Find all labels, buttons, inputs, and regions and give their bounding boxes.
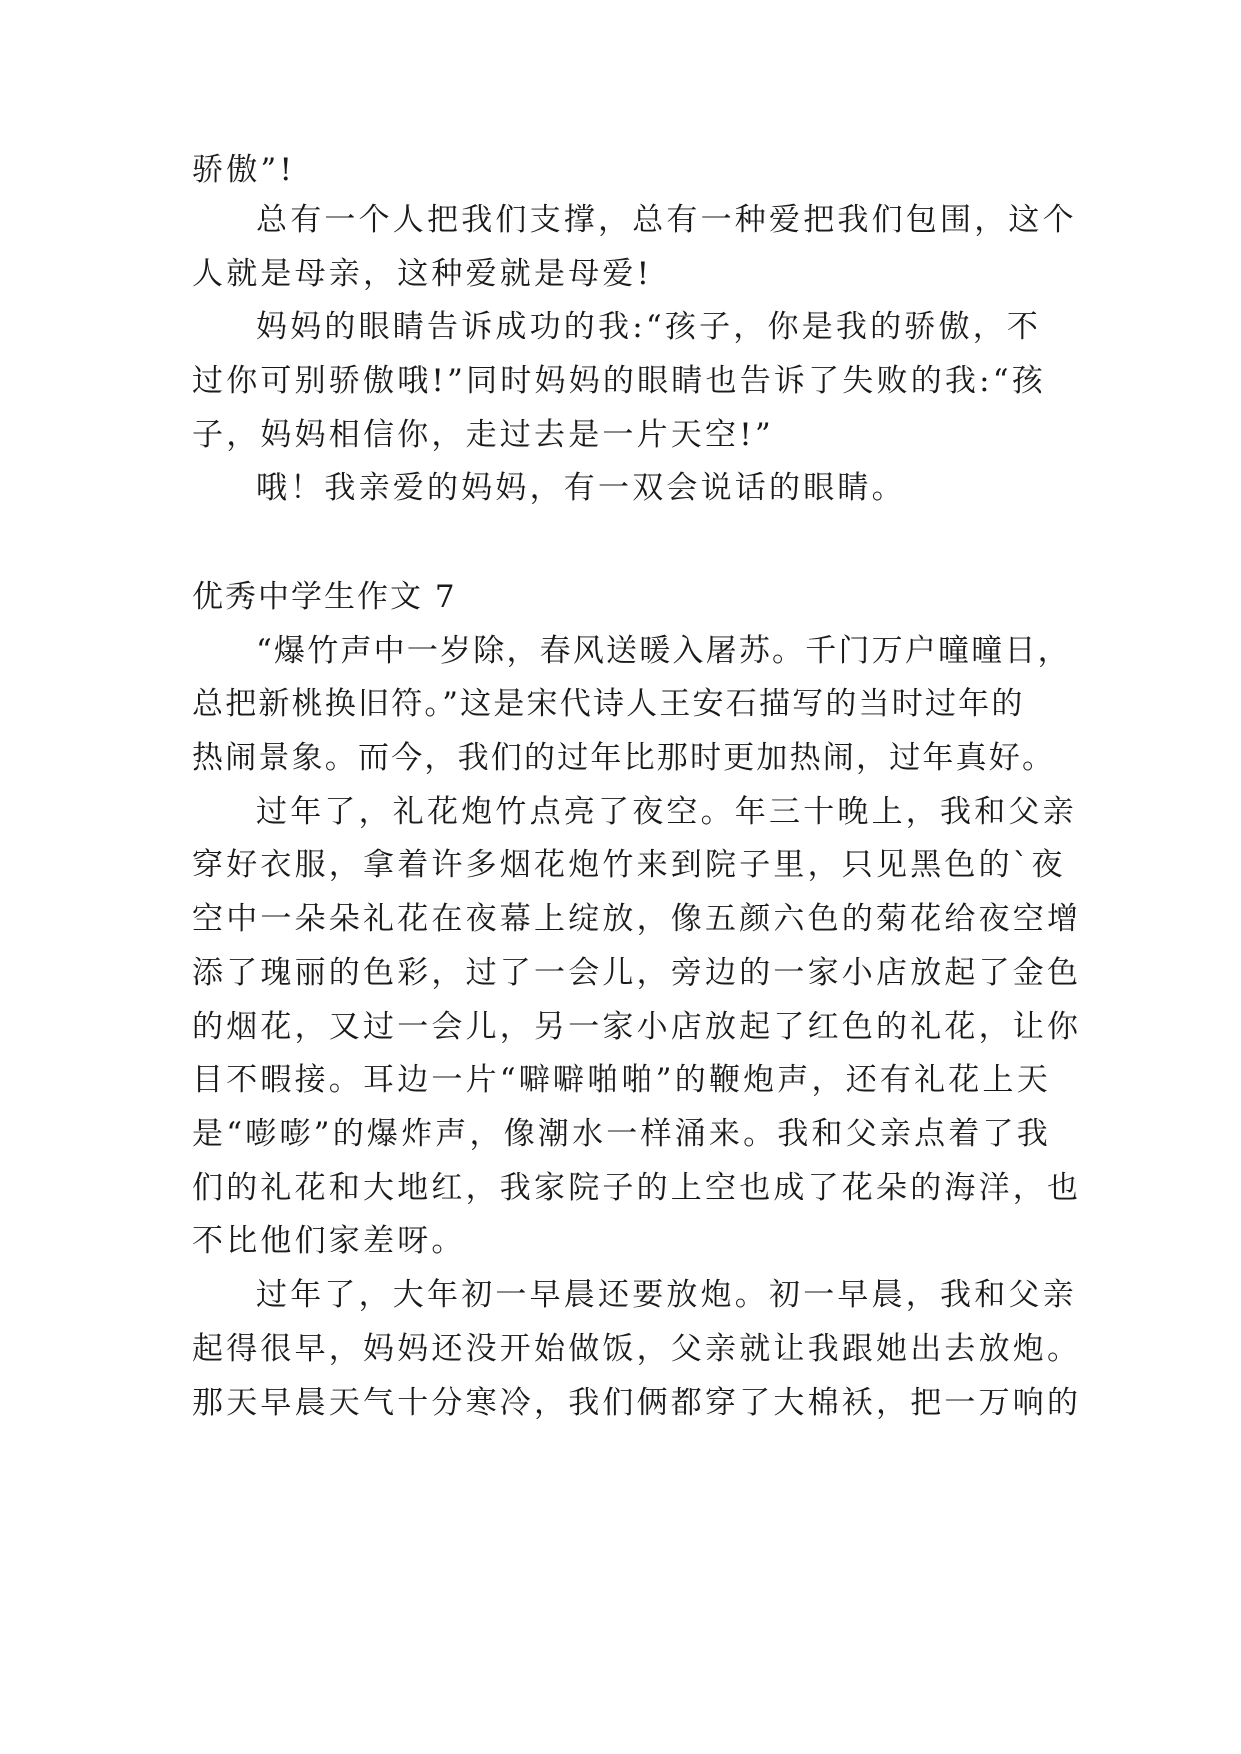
paragraph-line: 穿好衣服，拿着许多烟花炮竹来到院子里，只见黑色的`夜 bbox=[192, 847, 1066, 883]
paragraph-line: 过你可别骄傲哦!”同时妈妈的眼睛也告诉了失败的我:“孩 bbox=[192, 363, 1046, 399]
paragraph-line: 总有一个人把我们支撑，总有一种爱把我们包围，这个 bbox=[256, 202, 1077, 238]
paragraph-line: 热闹景象。而今，我们的过年比那时更加热闹，过年真好。 bbox=[192, 740, 1056, 776]
paragraph-line: 是“嘭嘭”的爆炸声，像潮水一样涌来。我和父亲点着了我 bbox=[192, 1116, 1051, 1152]
paragraph-line: 空中一朵朵礼花在夜幕上绽放，像五颜六色的菊花给夜空增 bbox=[192, 901, 1082, 937]
paragraph-line: 过年了，大年初一早晨还要放炮。初一早晨，我和父亲 bbox=[256, 1277, 1077, 1313]
essay-heading: 优秀中学生作文 7 bbox=[192, 579, 457, 615]
paragraph-line: 妈妈的眼睛告诉成功的我:“孩子，你是我的骄傲，不 bbox=[256, 309, 1042, 345]
paragraph-line: 总把新桃换旧符。”这是宋代诗人王安石描写的当时过年的 bbox=[192, 686, 1025, 722]
paragraph-line: “爆竹声中一岁除，春风送暖入屠苏。千门万户曈曈日， bbox=[256, 633, 1071, 669]
paragraph-line: 不比他们家差呀。 bbox=[192, 1223, 466, 1259]
paragraph-line: 们的礼花和大地红，我家院子的上空也成了花朵的海洋，也 bbox=[192, 1170, 1082, 1206]
paragraph-line: 人就是母亲，这种爱就是母爱! bbox=[192, 256, 653, 292]
paragraph-line: 目不暇接。耳边一片“噼噼啪啪”的鞭炮声，还有礼花上天 bbox=[192, 1062, 1051, 1098]
paragraph-line: 那天早晨天气十分寒冷，我们俩都穿了大棉袄，把一万响的 bbox=[192, 1385, 1082, 1421]
paragraph-line: 过年了，礼花炮竹点亮了夜空。年三十晚上，我和父亲 bbox=[256, 794, 1077, 830]
paragraph-line: 子，妈妈相信你，走过去是一片天空!” bbox=[192, 417, 774, 453]
paragraph-line: 添了瑰丽的色彩，过了一会儿，旁边的一家小店放起了金色 bbox=[192, 955, 1082, 991]
paragraph-line: 的烟花，又过一会儿，另一家小店放起了红色的礼花，让你 bbox=[192, 1009, 1082, 1045]
paragraph-line: 骄傲”! bbox=[192, 152, 296, 188]
paragraph-line: 哦！我亲爱的妈妈，有一双会说话的眼睛。 bbox=[256, 470, 906, 506]
paragraph-line: 起得很早，妈妈还没开始做饭，父亲就让我跟她出去放炮。 bbox=[192, 1331, 1082, 1367]
